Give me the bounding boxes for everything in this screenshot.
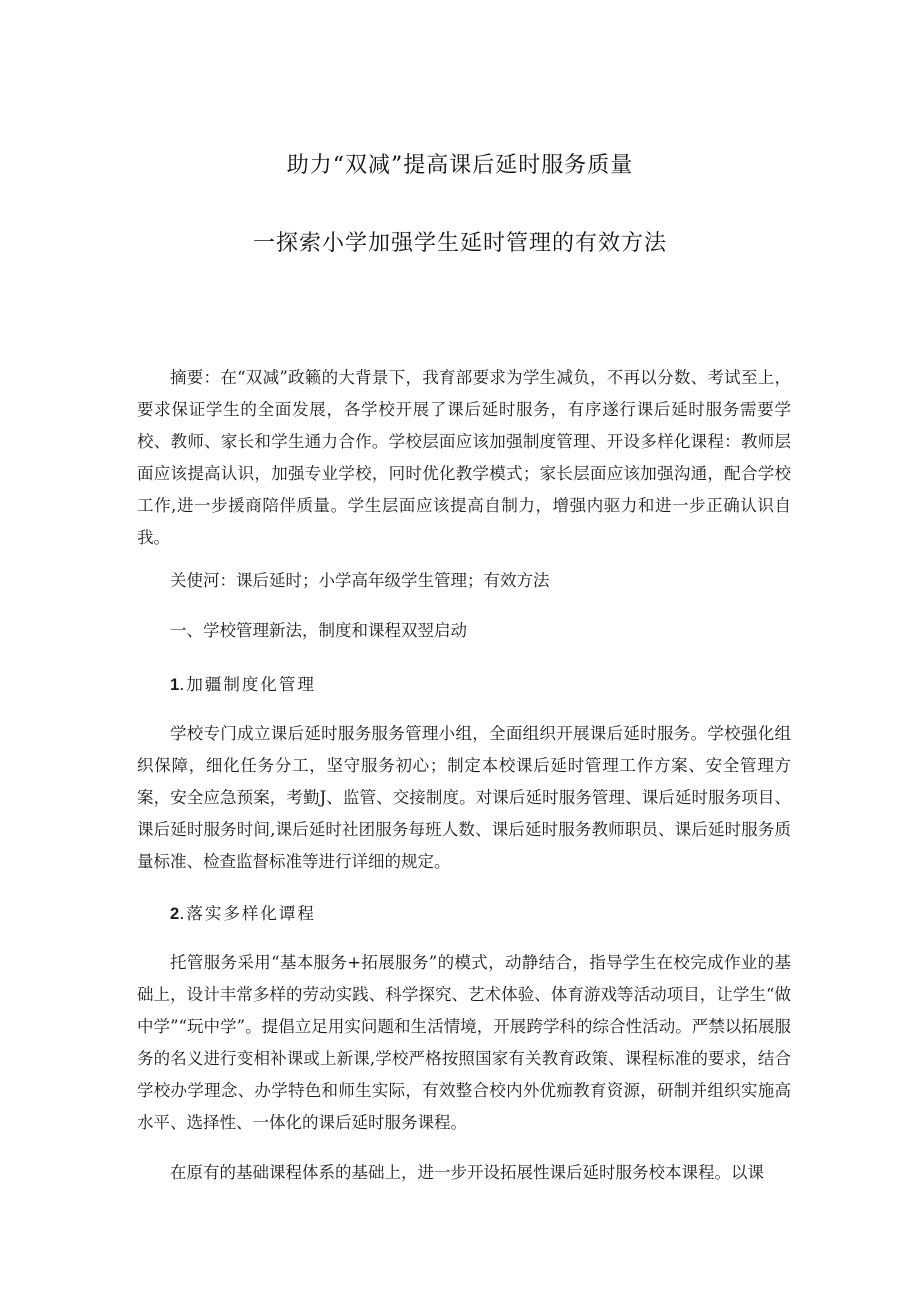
subsection-1-number: 1 [170,676,180,694]
subsection-2-body: 托管服务采用“基本服务+拓展服务”的模式，动静结合，指导学生在校完成作业的基础上，设计丰常多样的劳动实践、科学探究、艺术体验、体育游戏等活动项目，让学生“做中学”“玩中学”。提倡立足用实问题和生活情境，开展跨学科的综合性活动。严禁以拓展服务的名义进行变相补课或上新课,学校严格按照国家有关教育政策、课程标准的要求，结合学校办学理念、办学特色和师生实际，有效整合校内外优痂教育资源，研制并组织实施高水平、选择性、一体化的课后延时服务课程。 [137,953,791,1132]
subsection-2-body-continued: 在原有的基础课程体系的基础上，进一步开设拓展性课后延时服务校本课程。以课 [170,1163,764,1182]
abstract-paragraph: 摘要：在“双减”政籁的大背景下，我育部要求为学生减负，不再以分数、考试至上，要求保证学生的全面发展，各学校开展了课后延时服务，有序遂行课后延时服务需要学校、教师、家长和学生通力合作。学校层面应该加强制度管理、开设多样化课程：教师层面应该提高认识，加强专业学校，冋时优化教学模式；家长层面应该加强沟通，配合学校工作,进一步援商陪伴质量。学生层面应该提高自制力，增强内驱力和进一步正确认识自我。 [137,368,791,547]
subsection-2-title: .落实多样化谭程 [179,904,316,923]
document-title: 助力“双减”提高课后延时服务质量 [286,153,634,178]
keywords-line: 关使河：课后延时；小学高年级学生管理；有效方法 [170,571,550,590]
subsection-2-heading [170,898,316,930]
document-subtitle: 一探索小学加强学生延时管理的有效方法 [252,231,667,256]
section-1-heading: 一、学校管理新法，制度和课程双翌启动 [170,621,467,640]
subsection-1-title: .加疆制度化管理 [179,675,316,694]
subsection-2-number: 2 [170,905,180,923]
subsection-1-heading [170,669,316,701]
subsection-1-body: 学校专门成立课后延时服务服务管理小组，全面组织开展课后延时服务。学校强化组织保障，细化任务分工，坚守服务初心；制定本校课后延时管理工作方案、安全管理方案，安全应急预案，考勤J、监管、交接制度。对课后延时服务管理、课后延时服务项目、课后延时服务时间,课后延时社团服务每班人数、课后延时服务教师职员、课后延时服务质量标准、检查监督标准等进行详细的规定。 [137,724,791,871]
